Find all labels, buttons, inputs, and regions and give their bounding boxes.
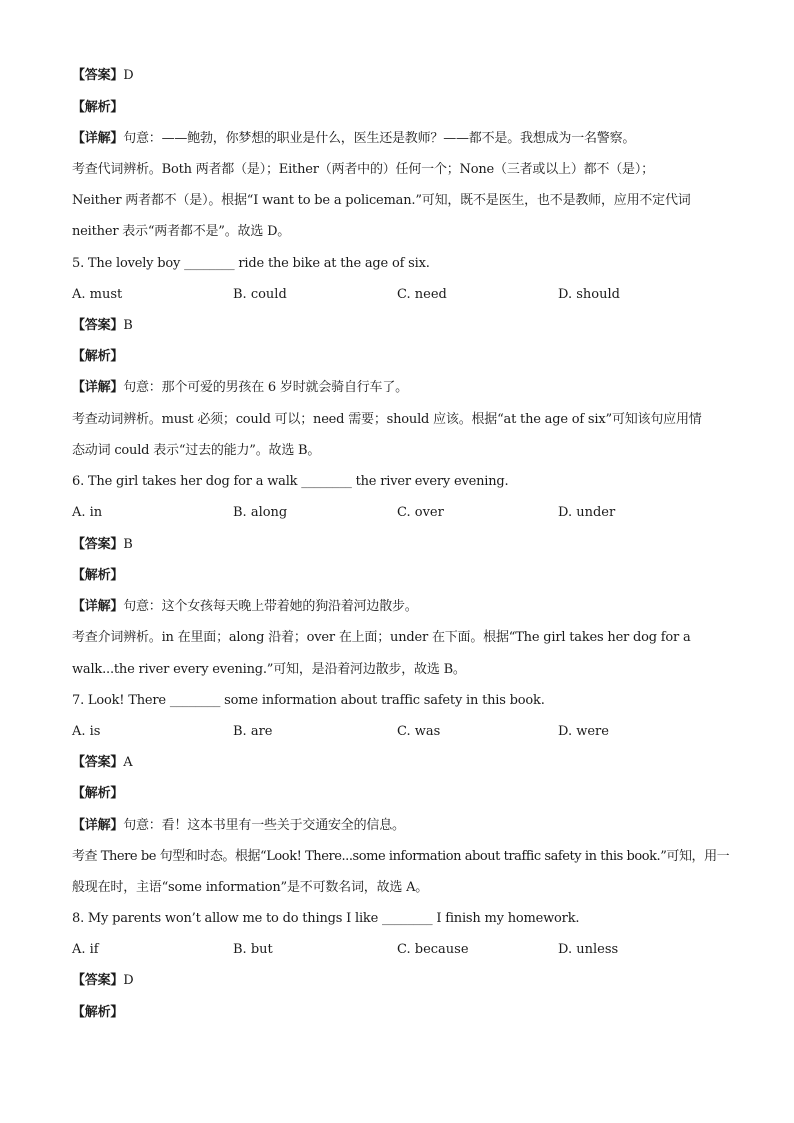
q5-options <box>72 286 732 304</box>
q6-detail <box>72 598 418 616</box>
detail-label: 【详解】 <box>72 599 124 614</box>
option-b: B. along <box>233 505 288 520</box>
answer-value: B <box>123 537 133 552</box>
option-c: C. need <box>397 287 447 302</box>
option-a: A. must <box>72 287 123 302</box>
option-d: D. were <box>558 724 609 739</box>
detail-label: 【详解】 <box>72 380 124 395</box>
q7-stem: 7. Look! There ________ some information about traffic safety in this book. <box>72 693 545 708</box>
q4-answer <box>72 67 133 85</box>
q8-answer <box>72 972 133 990</box>
q6-explain-line: 考查介词辨析。in 在里面；along 沿着；over 在上面；under 在下面。根据“The girl takes her dog for a <box>72 630 691 645</box>
q4-explain-line: 考查代词辨析。Both 两者都（是）；Either（两者中的）任何一个；None（三者或以上）都不（是）； <box>72 162 654 177</box>
q8-stem: 8. My parents won’t allow me to do things I like ________ I finish my homework. <box>72 911 580 926</box>
q7-options <box>72 723 732 741</box>
option-a: A. in <box>72 505 103 520</box>
q5-explain-line: 考查动词辨析。must 必须；could 可以；need 需要；should 应该。根据“at the age of six”可知该句应用情 <box>72 412 702 427</box>
option-b: B. but <box>233 942 273 957</box>
q8-analysis-label <box>72 1004 123 1022</box>
q7-answer <box>72 754 132 772</box>
detail-label: 【详解】 <box>72 818 124 833</box>
option-c: C. was <box>397 724 441 739</box>
analysis-label: 【解析】 <box>72 349 124 364</box>
option-b: B. are <box>233 724 273 739</box>
detail-text: 句意：这个女孩每天晚上带着她的狗沿着河边散步。 <box>123 599 418 614</box>
q7-explain-line: 般现在时，主语“some information”是不可数名词，故选 A。 <box>72 880 429 895</box>
analysis-label: 【解析】 <box>72 100 124 115</box>
option-a: A. is <box>72 724 101 739</box>
answer-value: A <box>123 755 133 770</box>
answer-label: 【答案】 <box>72 973 124 988</box>
answer-value: B <box>123 318 133 333</box>
q5-detail <box>72 379 408 397</box>
analysis-label: 【解析】 <box>72 1005 124 1020</box>
q6-stem: 6. The girl takes her dog for a walk ________ the river every evening. <box>72 474 509 489</box>
q7-analysis-label <box>72 785 123 803</box>
detail-text: 句意：——鲍勃，你梦想的职业是什么，医生还是教师？——都不是。我想成为一名警察。 <box>123 131 636 146</box>
detail-label: 【详解】 <box>72 131 124 146</box>
answer-label: 【答案】 <box>72 68 124 83</box>
answer-value: D <box>123 68 134 83</box>
option-c: C. over <box>397 505 444 520</box>
detail-text: 句意：那个可爱的男孩在 6 岁时就会骑自行车了。 <box>123 380 408 395</box>
answer-label: 【答案】 <box>72 537 124 552</box>
q8-options <box>72 941 732 959</box>
detail-text: 句意：看！这本书里有一些关于交通安全的信息。 <box>123 818 405 833</box>
option-d: D. unless <box>558 942 619 957</box>
q6-explain-line: walk...the river every evening.”可知，是沿着河边散步，故选 B。 <box>72 662 466 677</box>
option-c: C. because <box>397 942 469 957</box>
q4-detail <box>72 130 635 148</box>
q5-answer <box>72 317 133 335</box>
answer-value: D <box>123 973 134 988</box>
option-a: A. if <box>72 942 99 957</box>
analysis-label: 【解析】 <box>72 786 124 801</box>
answer-label: 【答案】 <box>72 755 124 770</box>
q7-explain-line: 考查 There be 句型和时态。根据“Look! There...some information about traffic safety in this book.”可知，用一 <box>72 849 730 864</box>
option-d: D. under <box>558 505 616 520</box>
q4-explain-line: neither 表示“两者都不是”。故选 D。 <box>72 224 291 239</box>
q5-explain-line: 态动词 could 表示“过去的能力”。故选 B。 <box>72 443 321 458</box>
q6-analysis-label <box>72 567 123 585</box>
q4-explain-line: Neither 两者都不（是）。根据“I want to be a policeman.”可知，既不是医生，也不是教师，应用不定代词 <box>72 193 691 208</box>
answer-label: 【答案】 <box>72 318 124 333</box>
option-b: B. could <box>233 287 287 302</box>
q5-stem: 5. The lovely boy ________ ride the bike at the age of six. <box>72 256 430 271</box>
q5-analysis-label <box>72 348 123 366</box>
q6-options <box>72 504 732 522</box>
q6-answer <box>72 536 133 554</box>
option-d: D. should <box>558 287 620 302</box>
q7-detail <box>72 817 405 835</box>
analysis-label: 【解析】 <box>72 568 124 583</box>
q4-analysis-label <box>72 99 123 117</box>
